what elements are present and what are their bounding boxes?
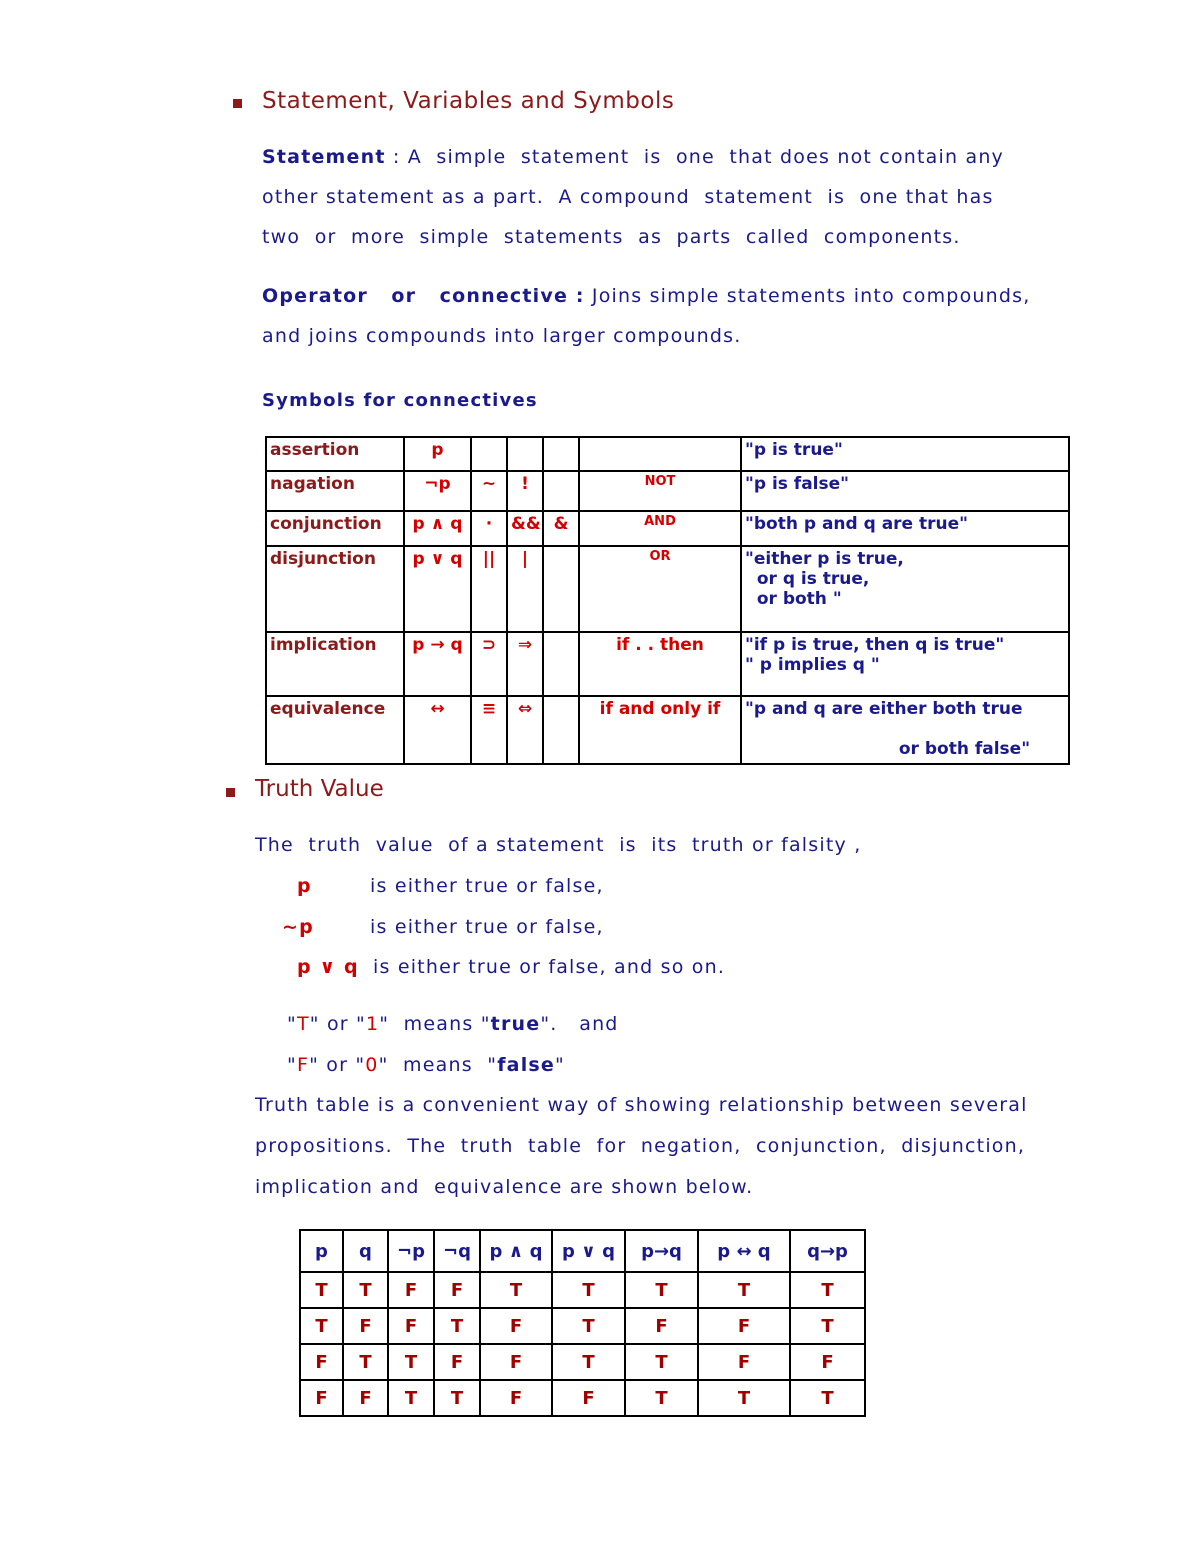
truth-table-row (300, 1344, 865, 1380)
connective-row (266, 632, 1069, 696)
means-text: " means " (378, 1054, 498, 1076)
truth-table-cell: F (434, 1272, 480, 1308)
statement-line-1 (262, 146, 1004, 168)
truth-table-cell: T (388, 1380, 434, 1416)
truth-table-cell: F (698, 1344, 790, 1380)
truth-table-cell: T (552, 1308, 625, 1344)
symbol-main: ↔ (404, 696, 471, 764)
false-meaning-line (287, 1054, 565, 1076)
truth-table-desc-2: propositions. The truth table for negation, conjunction, disjunction, (255, 1135, 1026, 1157)
example-text-p-or-q: is either true or false, and so on. (373, 956, 726, 978)
truth-table-header: p ∧ q (480, 1230, 552, 1272)
section-heading-truth-value: Truth Value (255, 776, 384, 802)
truth-table-cell: T (343, 1344, 388, 1380)
truth-table-cell: T (434, 1380, 480, 1416)
statement-line-2: other statement as a part. A compound statement is one that has (262, 186, 994, 208)
or-text: " or " (309, 1013, 366, 1035)
truth-table-cell: T (388, 1344, 434, 1380)
connective-name: nagation (266, 471, 404, 511)
connective-name: assertion (266, 437, 404, 471)
symbols-title: Symbols for connectives (262, 390, 538, 411)
bullet-icon (226, 788, 235, 797)
example-text-not-p: is either true or false, (370, 916, 604, 938)
truth-table-cell: T (343, 1272, 388, 1308)
connective-row (266, 696, 1069, 764)
truth-table-cell: T (552, 1344, 625, 1380)
statement-label: Statement (262, 146, 386, 168)
truth-table-cell: F (388, 1308, 434, 1344)
truth-table-cell: T (790, 1380, 865, 1416)
symbol-alt-3 (543, 471, 579, 511)
truth-table-header: p ↔ q (698, 1230, 790, 1272)
operator-line-1 (262, 285, 1030, 307)
truth-table-cell: F (300, 1380, 343, 1416)
section-heading-symbols: Statement, Variables and Symbols (262, 88, 675, 114)
connective-name: equivalence (266, 696, 404, 764)
word-true: true (490, 1013, 541, 1035)
symbol-alt-1 (471, 437, 507, 471)
truth-table-desc-3: implication and equivalence are shown below. (255, 1176, 754, 1198)
symbol-0: 0 (365, 1054, 379, 1076)
connective-row (266, 437, 1069, 471)
example-text-p: is either true or false, (370, 875, 604, 897)
or-text: " or " (309, 1054, 366, 1076)
connective-name: disjunction (266, 546, 404, 632)
truth-table-cell: F (480, 1344, 552, 1380)
symbol-main: p ∨ q (404, 546, 471, 632)
truth-table-cell: T (480, 1272, 552, 1308)
connective-word (579, 437, 741, 471)
truth-table-header: p ∨ q (552, 1230, 625, 1272)
connective-meaning: "both p and q are true" (741, 511, 1069, 546)
truth-table-cell: F (552, 1380, 625, 1416)
connective-row (266, 511, 1069, 546)
truth-table-cell: T (625, 1272, 698, 1308)
truth-table-row (300, 1272, 865, 1308)
symbol-alt-3 (543, 696, 579, 764)
truth-table-cell: F (698, 1308, 790, 1344)
truth-table-cell: T (698, 1272, 790, 1308)
symbol-alt-3 (543, 437, 579, 471)
symbol-alt-2: ! (507, 471, 543, 511)
connective-name: implication (266, 632, 404, 696)
truth-table-cell: F (343, 1308, 388, 1344)
symbol-alt-2: | (507, 546, 543, 632)
connective-word: if . . then (579, 632, 741, 696)
operator-text-1: Joins simple statements into compounds, (584, 285, 1031, 307)
truth-table-cell: T (300, 1308, 343, 1344)
bullet-icon (233, 99, 242, 108)
truth-table-cell: F (790, 1344, 865, 1380)
symbol-alt-2: ⇔ (507, 696, 543, 764)
example-symbol-not-p: ~p (282, 916, 314, 938)
symbol-alt-3 (543, 632, 579, 696)
symbol-F: F (296, 1054, 310, 1076)
truth-table-cell: T (790, 1272, 865, 1308)
means-text: " means " (379, 1013, 491, 1035)
symbol-alt-1: · (471, 511, 507, 546)
truth-table-cell: F (434, 1344, 480, 1380)
connective-word: NOT (579, 471, 741, 511)
connective-meaning: "p is false" (741, 471, 1069, 511)
truth-table-header: ¬p (388, 1230, 434, 1272)
connective-row (266, 546, 1069, 632)
truth-table-header: ¬q (434, 1230, 480, 1272)
operator-label: Operator or connective : (262, 285, 585, 307)
symbol-alt-1: ~ (471, 471, 507, 511)
operator-line-2: and joins compounds into larger compounds. (262, 325, 742, 347)
connective-meaning: "p and q are either both true or both false" (741, 696, 1069, 764)
symbol-alt-1: ⊃ (471, 632, 507, 696)
statement-line-3: two or more simple statements as parts called components. (262, 226, 961, 248)
connective-word: AND (579, 511, 741, 546)
symbol-main: p ∧ q (404, 511, 471, 546)
connective-row (266, 471, 1069, 511)
symbol-alt-1: || (471, 546, 507, 632)
truth-table-row (300, 1308, 865, 1344)
connective-meaning: "p is true" (741, 437, 1069, 471)
symbol-alt-1: ≡ (471, 696, 507, 764)
connective-word: OR (579, 546, 741, 632)
truth-table-cell: F (625, 1308, 698, 1344)
truth-table-cell: F (480, 1308, 552, 1344)
truth-table-header: p→q (625, 1230, 698, 1272)
quote: " (287, 1054, 297, 1076)
symbol-alt-2: ⇒ (507, 632, 543, 696)
symbol-main: p → q (404, 632, 471, 696)
connectives-table (265, 436, 1070, 765)
truth-table-cell: T (625, 1344, 698, 1380)
truth-table-cell: T (625, 1380, 698, 1416)
truth-table-cell: T (434, 1308, 480, 1344)
truth-table-cell: T (552, 1272, 625, 1308)
and-text: ". and (540, 1013, 619, 1035)
truth-table-cell: T (698, 1380, 790, 1416)
truth-table-header: p (300, 1230, 343, 1272)
truth-table-cell: T (300, 1272, 343, 1308)
truth-table-cell: T (790, 1308, 865, 1344)
true-meaning-line (287, 1013, 619, 1035)
word-false: false (497, 1054, 556, 1076)
truth-table-cell: F (300, 1344, 343, 1380)
example-symbol-p: p (297, 875, 312, 897)
truth-intro: The truth value of a statement is its truth or falsity , (255, 834, 862, 856)
truth-table-desc-1: Truth table is a convenient way of showing relationship between several (255, 1094, 1028, 1116)
truth-table-cell: F (480, 1380, 552, 1416)
statement-text-1: A simple statement is one that does not contain any (407, 146, 1004, 168)
symbol-main: ¬p (404, 471, 471, 511)
connective-meaning: "if p is true, then q is true" " p implies q " (741, 632, 1069, 696)
truth-table (299, 1229, 866, 1417)
truth-table-cell: F (388, 1272, 434, 1308)
truth-table-header: q→p (790, 1230, 865, 1272)
truth-table-cell: F (343, 1380, 388, 1416)
connective-meaning: "either p is true, or q is true, or both " (741, 546, 1069, 632)
truth-table-header: q (343, 1230, 388, 1272)
connective-word: if and only if (579, 696, 741, 764)
symbol-alt-3 (543, 546, 579, 632)
symbol-T: T (296, 1013, 310, 1035)
quote: " (555, 1054, 565, 1076)
symbol-main: p (404, 437, 471, 471)
symbol-alt-2: && (507, 511, 543, 546)
example-symbol-p-or-q: p ∨ q (297, 956, 359, 978)
connective-name: conjunction (266, 511, 404, 546)
quote: " (287, 1013, 297, 1035)
symbol-alt-3: & (543, 511, 579, 546)
symbol-alt-2 (507, 437, 543, 471)
statement-colon: : (385, 146, 408, 168)
symbol-1: 1 (365, 1013, 380, 1035)
truth-table-row (300, 1380, 865, 1416)
